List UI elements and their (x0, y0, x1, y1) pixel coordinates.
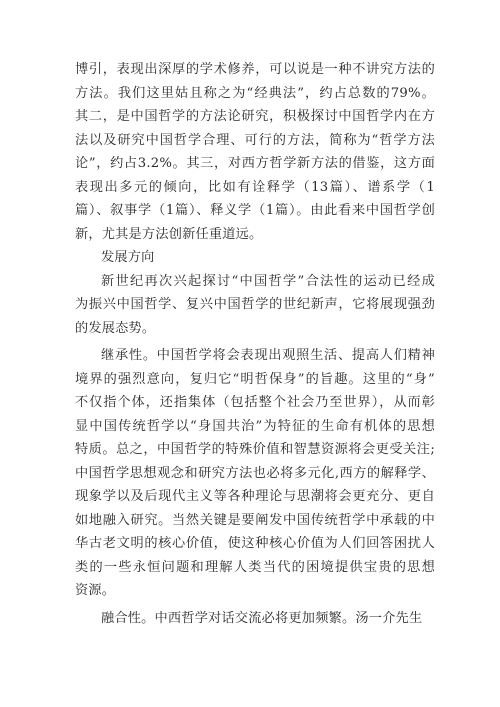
text-line: 继承性。中国哲学将会表现出观照生活、提高人们精神 (101, 348, 435, 363)
text-line: 法以及研究中国哲学合理、可行的方法，简称为“哲学方法 (75, 132, 435, 148)
text-line: 中国哲学思想观念和研究方法也必将多元化,西方的解释学、 (75, 465, 435, 481)
text-line: 论”，约占3.2%。其三，对西方哲学新方法的借鉴，这方面 (75, 156, 435, 171)
text-line: 篇）、叙事学（1篇）、释义学（1篇）。由此看来中国哲学创 (75, 203, 435, 218)
section-heading (75, 246, 435, 270)
paragraph-methods (75, 58, 435, 246)
text-line: 方法。我们这里姑且称之为“经典法”，约占总数的79%。 (75, 85, 435, 101)
text-line: 资源。 (75, 583, 116, 598)
text-line: 新世纪再次兴起探讨“中国哲学”合法性的运动已经成 (101, 273, 435, 289)
text-line: 显中国传统哲学以“身国共治”为特征的生命有机体的思想 (75, 418, 435, 434)
paragraph-inheritance (75, 344, 435, 603)
paragraph-integration (75, 607, 435, 631)
text-line: 不仅指个体，还指集体（包括整个社会乃至世界），从而彰 (75, 395, 435, 410)
text-line: 现象学以及后现代主义等各种理论与思潮将会更充分、更自 (75, 489, 435, 504)
text-line: 表现出多元的倾向，比如有诠释学（13篇）、谱系学（1 (75, 179, 435, 195)
text-line: 其二，是中国哲学的方法论研究，积极探讨中国哲学内在方 (75, 109, 435, 124)
text-line: 如地融入研究。当然关键是要阐发中国传统哲学中承载的中 (75, 512, 435, 528)
heading-text: 发展方向 (101, 250, 155, 265)
text-line: 新，尤其是方法创新任重道远。 (75, 226, 263, 242)
text-line: 融合性。中西哲学对话交流必将更加频繁。汤一介先生 (101, 610, 423, 626)
text-line: 境界的强烈意向，复归它“明哲保身”的旨趣。这里的“身” (75, 371, 435, 387)
document-page (75, 58, 435, 630)
text-line: 博引，表现出深厚的学术修养，可以说是一种不讲究方法的 (75, 62, 435, 77)
text-line: 类的一些永恒问题和理解人类当代的困境提供宝贵的思想 (75, 559, 435, 575)
text-line: 华古老文明的核心价值，使这种核心价值为人们回答困扰人 (75, 536, 435, 551)
text-line: 特质。总之，中国哲学的特殊价值和智慧资源将会更受关注; (75, 442, 435, 457)
text-line: 为振兴中国哲学、复兴中国哲学的世纪新声，它将展现强劲 (75, 297, 435, 312)
text-line: 的发展态势。 (75, 320, 156, 336)
paragraph-intro (75, 270, 435, 341)
